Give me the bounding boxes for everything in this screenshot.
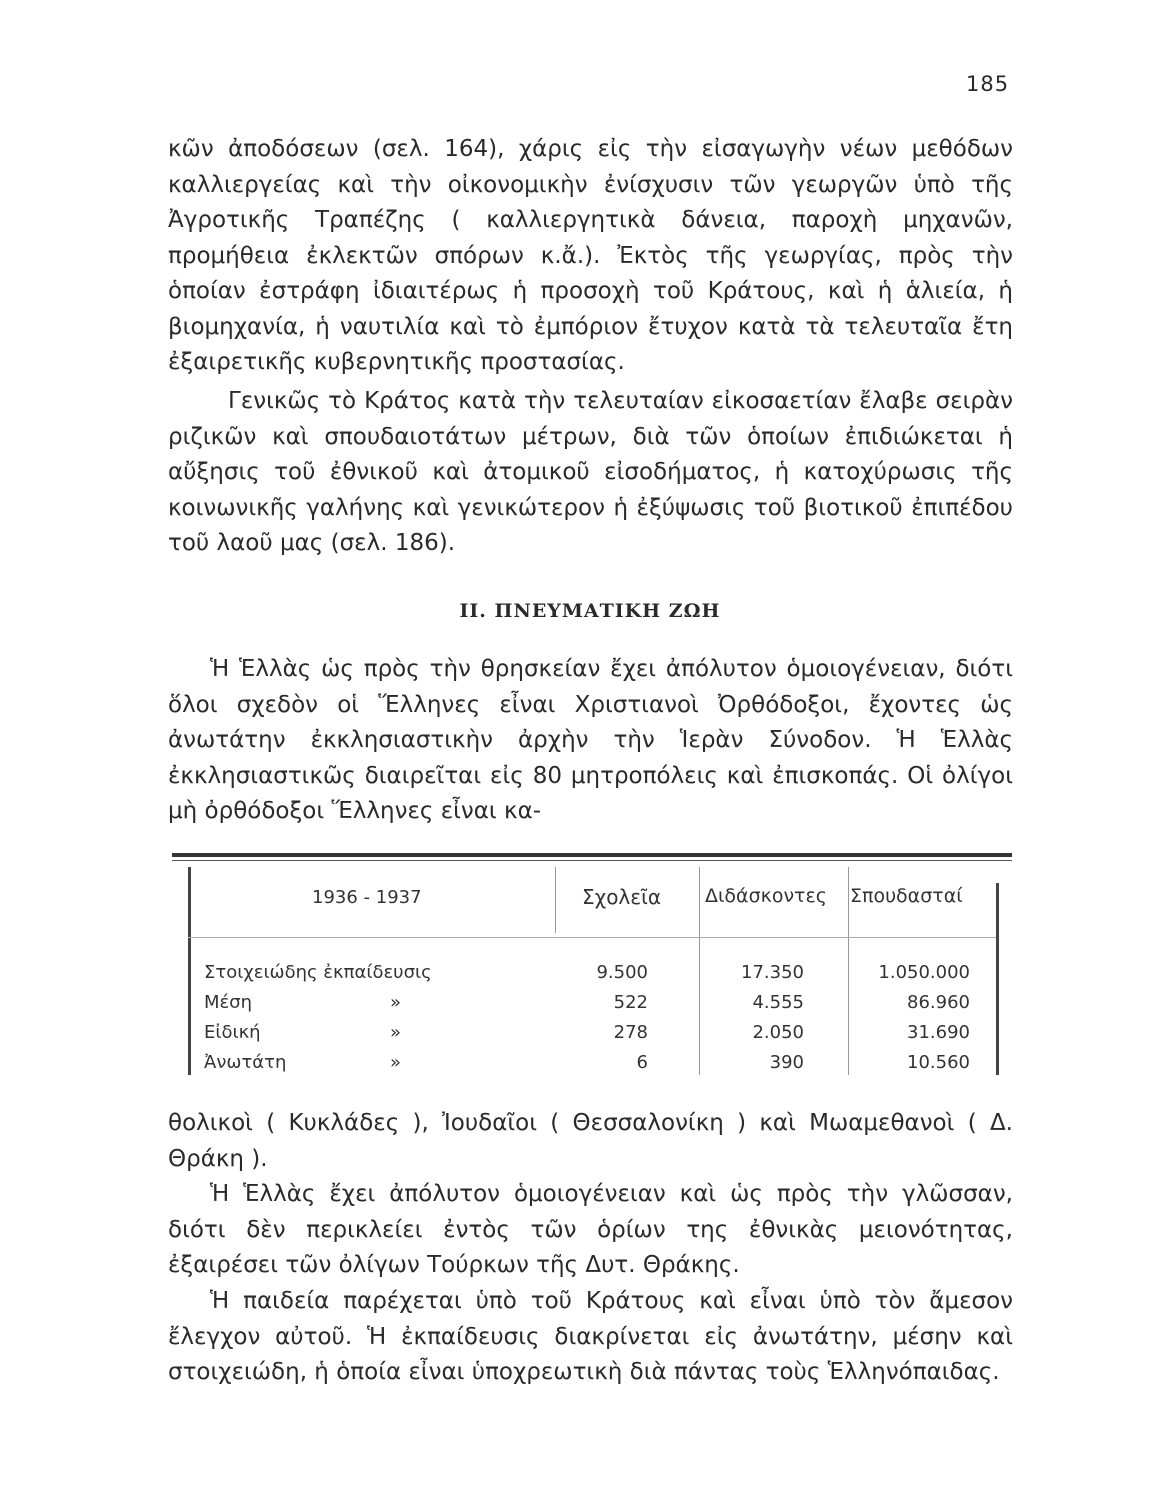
row-ditto: » [390, 1022, 402, 1043]
row-level: Στοιχειώδης ἐκπαίδευσις [204, 962, 432, 983]
row-ditto: » [390, 992, 402, 1013]
table-right-border [996, 883, 999, 1075]
row-schools: 9.500 [596, 962, 648, 983]
header-students: Σπουδασταί [850, 885, 963, 907]
row-students: 31.690 [907, 1022, 970, 1043]
page-number: 185 [966, 72, 1010, 96]
table-left-border [188, 867, 191, 1075]
paragraph-religion: Ἡ Ἑλλὰς ὡς πρὸς τὴν θρησκείαν ἔχει ἀπόλυτον ὁμοιογένειαν, διότι ὅλοι σχεδὸν οἱ Ἕλληνες εἶναι Χριστιανοὶ Ὀρθόδοξοι, ἔχοντες ὡς ἀνωτάτην ἐκκλησιαστικὴν ἀρχὴν τὴν Ἱερὰν Σύνοδον. Ἡ Ἑλλὰς ἐκκλησιαστικῶς διαιρεῖται εἰς 80 μητροπόλεις καὶ ἐπισκοπάς. Οἱ ὀλίγοι μὴ ὀρθόδοξοι Ἕλληνες εἶναι κα- [168, 656, 1013, 824]
row-teachers: 4.555 [752, 992, 804, 1013]
row-teachers: 17.350 [741, 962, 804, 983]
row-teachers: 2.050 [752, 1022, 804, 1043]
row-teachers: 390 [769, 1052, 804, 1073]
header-teachers: Διδάσκοντες [705, 885, 827, 907]
table-top-rule-thin [172, 860, 1012, 861]
header-year: 1936 - 1937 [312, 887, 422, 908]
table-col-divider [848, 867, 849, 1075]
paragraph-education: Ἡ παιδεία παρέχεται ὑπὸ τοῦ Κράτους καὶ εἶναι ὑπὸ τὸν ἄμεσον ἔλεγχον αὐτοῦ. Ἡ ἐκπαίδευσις διακρίνεται εἰς ἀνωτάτην, μέσην καὶ στοιχειώδη, ἡ ὁποία εἶναι ὑποχρεωτικὴ διὰ πάντας τοὺς Ἑλληνόπαιδας. [168, 1288, 1013, 1385]
header-schools: Σχολεῖα [582, 885, 662, 909]
paragraph-language: Ἡ Ἑλλὰς ἔχει ἀπόλυτον ὁμοιογένειαν καὶ ὡς πρὸς τὴν γλῶσσαν, διότι δὲν περικλείει ἐντὸς τῶν ὁρίων της ἐθνικὰς μειονότητας, ἐξαιρέσει τῶν ὀλίγων Τούρκων τῆς Δυτ. Θράκης. [168, 1181, 1013, 1278]
paragraph-state-measures: Γενικῶς τὸ Κράτος κατὰ τὴν τελευταίαν εἰκοσαετίαν ἔλαβε σειρὰν ριζικῶν καὶ σπουδαιοτάτων μέτρων, διὰ τῶν ὁποίων ἐπιδιώκεται ἡ αὔξησις τοῦ ἐθνικοῦ καὶ ἀτομικοῦ εἰσοδήματος, ἡ κατοχύρωσις τῆς κοινωνικῆς γαλήνης καὶ γενικώτερον ἡ ἐξύψωσις τοῦ βιοτικοῦ ἐπιπέδου τοῦ λαοῦ μας (σελ. 186). [168, 388, 1013, 556]
table-header-rule [188, 937, 996, 938]
row-schools: 522 [613, 992, 648, 1013]
table-top-rule [172, 853, 1012, 857]
paragraph-agriculture: κῶν ἀποδόσεων (σελ. 164), χάρις εἰς τὴν εἰσαγωγὴν νέων μεθόδων καλλιεργείας καὶ τὴν οἰκονομικὴν ἐνίσχυσιν τῶν γεωργῶν ὑπὸ τῆς Ἀγροτικῆς Τραπέζης ( καλλιεργητικὰ δάνεια, παροχὴ μηχανῶν, προμήθεια ἐκλεκτῶν σπόρων κ.ἄ.). Ἐκτὸς τῆς γεωργίας, πρὸς τὴν ὁποίαν ἐστράφη ἰδιαιτέρως ἡ προσοχὴ τοῦ Κράτους, καὶ ἡ ἁλιεία, ἡ βιομηχανία, ἡ ναυτιλία καὶ τὸ ἐμπόριον ἔτυχον κατὰ τὰ τελευταῖα ἔτη ἐξαιρετικῆς κυβερνητικῆς προστασίας. [168, 136, 1013, 375]
row-ditto: » [390, 1052, 402, 1073]
row-level: Μέση [204, 992, 253, 1013]
table-col-divider [555, 867, 556, 933]
section-heading: II. ΠΝΕΥΜΑΤΙΚΗ ΖΩΗ [459, 600, 721, 622]
row-schools: 6 [636, 1052, 648, 1073]
education-table [172, 853, 1012, 1075]
row-schools: 278 [613, 1022, 648, 1043]
row-level: Εἰδική [204, 1022, 261, 1043]
row-students: 10.560 [907, 1052, 970, 1073]
table-col-divider [699, 867, 700, 1075]
row-students: 1.050.000 [878, 962, 970, 983]
row-level: Ἀνωτάτη [204, 1052, 287, 1073]
row-students: 86.960 [907, 992, 970, 1013]
paragraph-minorities: θολικοὶ ( Κυκλάδες ), Ἰουδαῖοι ( Θεσσαλονίκη ) καὶ Μωαμεθανοὶ ( Δ. Θράκη ). [168, 1110, 1013, 1172]
